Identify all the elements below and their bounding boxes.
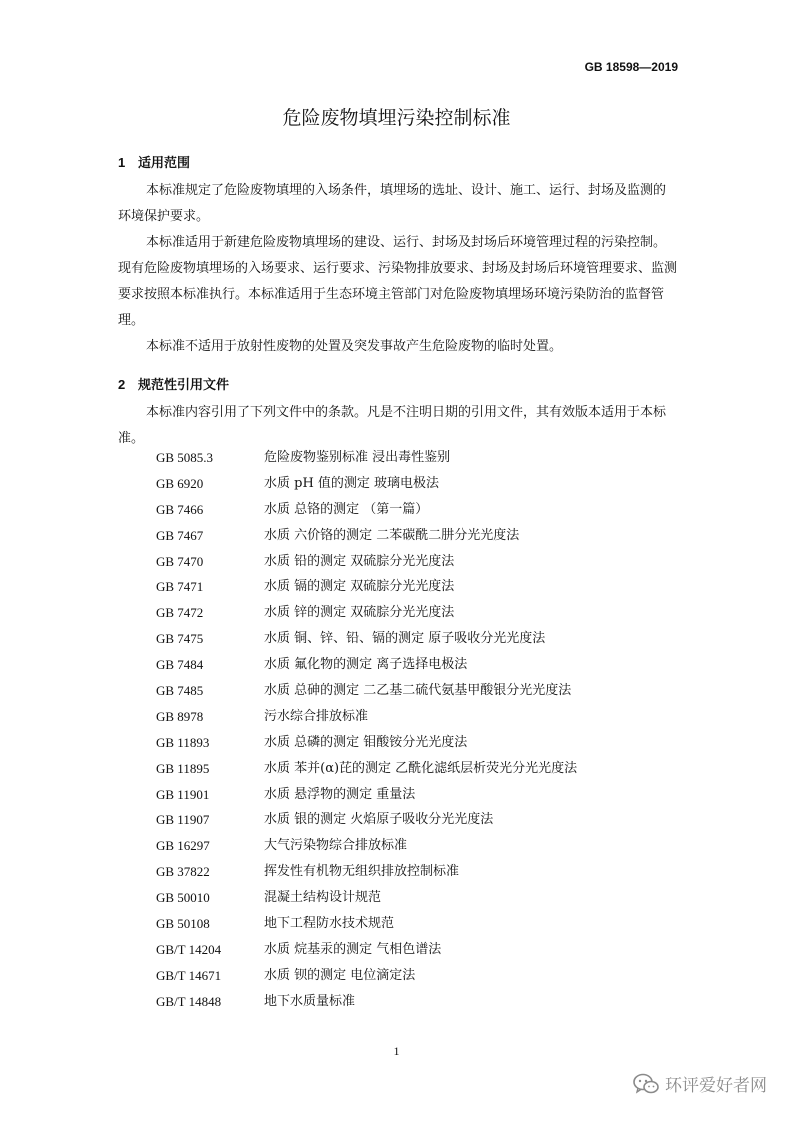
- reference-name: 水质 总磷的测定 钼酸铵分光光度法: [264, 734, 468, 750]
- reference-row: [156, 807, 676, 833]
- reference-code: GB 11907: [156, 812, 210, 828]
- reference-name: 水质 氟化物的测定 离子选择电极法: [264, 657, 468, 673]
- reference-code: GB 7472: [156, 605, 204, 621]
- reference-name: 大气污染物综合排放标准: [264, 838, 408, 854]
- section-1-paragraph-1: 本标准规定了危险废物填埋的入场条件，填埋场的选址、设计、施工、运行、封场及监测的环境保护要求。: [118, 183, 667, 224]
- section-1-number: 1: [118, 155, 126, 170]
- reference-row: [156, 574, 676, 600]
- reference-name: 水质 总砷的测定 二乙基二硫代氨基甲酸银分光光度法: [264, 683, 572, 699]
- reference-code: GB 6920: [156, 475, 204, 491]
- reference-name: 水质 六价铬的测定 二苯碳酰二肼分光光度法: [264, 527, 520, 543]
- reference-name: 水质 银的测定 火焰原子吸收分光光度法: [264, 812, 494, 828]
- reference-row: [156, 652, 676, 678]
- section-2-title: 规范性引用文件: [138, 378, 230, 393]
- reference-code: GB/T 14671: [156, 967, 222, 983]
- reference-row: [156, 678, 676, 704]
- reference-row: [156, 497, 676, 523]
- reference-name: 水质 苯并(α)芘的测定 乙酰化滤纸层析荧光分光光度法: [264, 760, 578, 776]
- reference-row: [156, 600, 676, 626]
- reference-name: 挥发性有机物无组织排放控制标准: [264, 864, 460, 880]
- reference-row: [156, 523, 676, 549]
- reference-row: [156, 911, 676, 937]
- reference-name: 水质 钡的测定 电位滴定法: [264, 967, 416, 983]
- section-2-heading: [118, 374, 229, 393]
- reference-list: [156, 445, 676, 1015]
- reference-row: [156, 833, 676, 859]
- reference-name: 水质 镉的测定 双硫腙分光光度法: [264, 579, 455, 595]
- reference-code: GB 7471: [156, 579, 204, 595]
- document-title: 危险废物填埋污染控制标准: [282, 107, 511, 129]
- reference-name: 混凝土结构设计规范: [264, 890, 382, 906]
- reference-name: 地下工程防水技术规范: [264, 916, 395, 932]
- section-1-paragraph-2: 本标准适用于新建危险废物填埋场的建设、运行、封场及封场后环境管理过程的污染控制。现有危险废物填埋场的入场要求、运行要求、污染物排放要求、封场及封场后环境管理要求、监测要求按照本标准执行。本标准适用于生态环境主管部门对危险废物填埋场环境污染防治的监督管理。: [118, 235, 678, 328]
- reference-row: [156, 963, 676, 989]
- reference-code: GB 11901: [156, 786, 210, 802]
- watermark-text: 环评爱好者网: [665, 1076, 767, 1096]
- section-1-heading: [118, 152, 190, 171]
- reference-row: [156, 782, 676, 808]
- page-number: 1: [393, 1044, 400, 1058]
- reference-name: 水质 烷基汞的测定 气相色谱法: [264, 941, 442, 957]
- reference-row: [156, 626, 676, 652]
- reference-code: GB 8978: [156, 708, 204, 724]
- reference-name: 水质 锌的测定 双硫腙分光光度法: [264, 605, 455, 621]
- reference-name: 危险废物鉴别标准 浸出毒性鉴别: [264, 450, 451, 465]
- reference-code: GB 7466: [156, 501, 204, 517]
- reference-name: 水质 悬浮物的测定 重量法: [264, 786, 416, 802]
- reference-row: [156, 859, 676, 885]
- reference-code: GB 7470: [156, 553, 204, 569]
- section-1-paragraph-3: 本标准不适用于放射性废物的处置及突发事故产生危险废物的临时处置。: [146, 339, 563, 354]
- reference-name: 水质 铜、锌、铅、镉的测定 原子吸收分光光度法: [264, 631, 546, 647]
- section-1-title: 适用范围: [138, 156, 191, 171]
- reference-code: GB/T 14848: [156, 993, 222, 1009]
- reference-code: GB 50010: [156, 890, 210, 906]
- reference-code: GB 16297: [156, 838, 210, 854]
- reference-code: GB 11895: [156, 760, 210, 776]
- reference-code: GB/T 14204: [156, 941, 222, 957]
- reference-name: 水质 pH 值的测定 玻璃电极法: [264, 475, 440, 491]
- reference-code: GB 7475: [156, 631, 204, 647]
- reference-row: [156, 445, 676, 471]
- watermark: [633, 1071, 767, 1096]
- reference-row: [156, 756, 676, 782]
- reference-code: GB 5085.3: [156, 450, 214, 465]
- reference-code: GB 7467: [156, 527, 204, 543]
- wechat-icon: [633, 1073, 659, 1095]
- reference-name: 水质 铅的测定 双硫腙分光光度法: [264, 553, 455, 569]
- reference-row: [156, 937, 676, 963]
- reference-row: [156, 730, 676, 756]
- reference-row: [156, 989, 676, 1015]
- reference-row: [156, 704, 676, 730]
- reference-name: 污水综合排放标准: [264, 708, 369, 724]
- reference-code: GB 50108: [156, 916, 210, 932]
- reference-code: GB 7485: [156, 683, 204, 699]
- section-2-intro: 本标准内容引用了下列文件中的条款。凡是不注明日期的引用文件，其有效版本适用于本标准。: [118, 405, 667, 446]
- reference-row: [156, 549, 676, 575]
- reference-name: 水质 总铬的测定 （第一篇）: [264, 501, 429, 517]
- reference-code: GB 11893: [156, 734, 210, 750]
- reference-code: GB 37822: [156, 864, 210, 880]
- reference-name: 地下水质量标准: [264, 993, 356, 1009]
- reference-code: GB 7484: [156, 657, 204, 673]
- standard-code: GB 18598—2019: [584, 60, 678, 74]
- reference-row: [156, 885, 676, 911]
- section-2-number: 2: [118, 377, 126, 392]
- reference-row: [156, 471, 676, 497]
